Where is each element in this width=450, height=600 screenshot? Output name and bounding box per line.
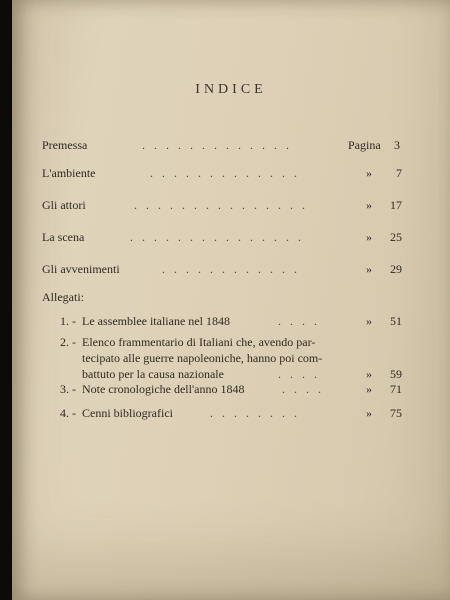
appendix-number: 4. - (60, 406, 76, 420)
toc-entry-label: L'ambiente (42, 166, 96, 180)
appendix-page-prefix: » (366, 314, 372, 328)
toc-entry-page-prefix: Pagina (348, 138, 381, 152)
appendix-number: 2. - (60, 335, 76, 349)
appendix-number: 3. - (60, 382, 76, 396)
appendix-page-prefix: » (366, 406, 372, 420)
leader-dots: . . . . (278, 367, 320, 381)
appendix-title: Note cronologiche dell'anno 1848 (82, 382, 245, 396)
toc-entry-label: Gli avvenimenti (42, 262, 120, 276)
appendix-page-prefix: » (366, 367, 372, 381)
toc-entry-page: 7 (396, 166, 402, 180)
appendix-title: Cenni bibliografici (82, 406, 173, 420)
toc-entry-page-prefix: » (366, 230, 372, 244)
appendix-page: 71 (390, 382, 402, 396)
toc-entry-page-prefix: » (366, 262, 372, 276)
allegati-heading: Allegati: (42, 290, 84, 304)
appendix-title-line: Elenco frammentario di Italiani che, avendo par- (82, 335, 316, 349)
toc-entry-page: 25 (390, 230, 402, 244)
leader-dots: . . . . . . . . . . . . (162, 262, 300, 276)
leader-dots: . . . . . . . . . . . . . . . (130, 230, 304, 244)
toc-entry-page-prefix: » (366, 198, 372, 212)
appendix-page-prefix: » (366, 382, 372, 396)
book-page (12, 0, 450, 600)
appendix-title: Le assemblee italiane nel 1848 (82, 314, 230, 328)
leader-dots: . . . . . . . . . . . . . . . (134, 198, 308, 212)
appendix-page: 51 (390, 314, 402, 328)
toc-entry-label: La scena (42, 230, 85, 244)
index-title: INDICE (195, 82, 267, 97)
toc-entry-page-prefix: » (366, 166, 372, 180)
toc-entry-page: 17 (390, 198, 402, 212)
leader-dots: . . . . . . . . . . . . . (150, 166, 300, 180)
appendix-page: 59 (390, 367, 402, 381)
appendix-page: 75 (390, 406, 402, 420)
leader-dots: . . . . (282, 382, 324, 396)
appendix-title-line: tecipato alle guerre napoleoniche, hanno poi com- (82, 351, 323, 365)
leader-dots: . . . . . . . . . . . . . (142, 138, 292, 152)
toc-entry-page: 3 (394, 138, 400, 152)
appendix-number: 1. - (60, 314, 76, 328)
appendix-title-line: battuto per la causa nazionale (82, 367, 224, 381)
leader-dots: . . . . . . . . (210, 406, 300, 420)
toc-entry-label: Gli attori (42, 198, 86, 212)
toc-entry-label: Premessa (42, 138, 88, 152)
toc-entry-page: 29 (390, 262, 402, 276)
leader-dots: . . . . (278, 314, 320, 328)
